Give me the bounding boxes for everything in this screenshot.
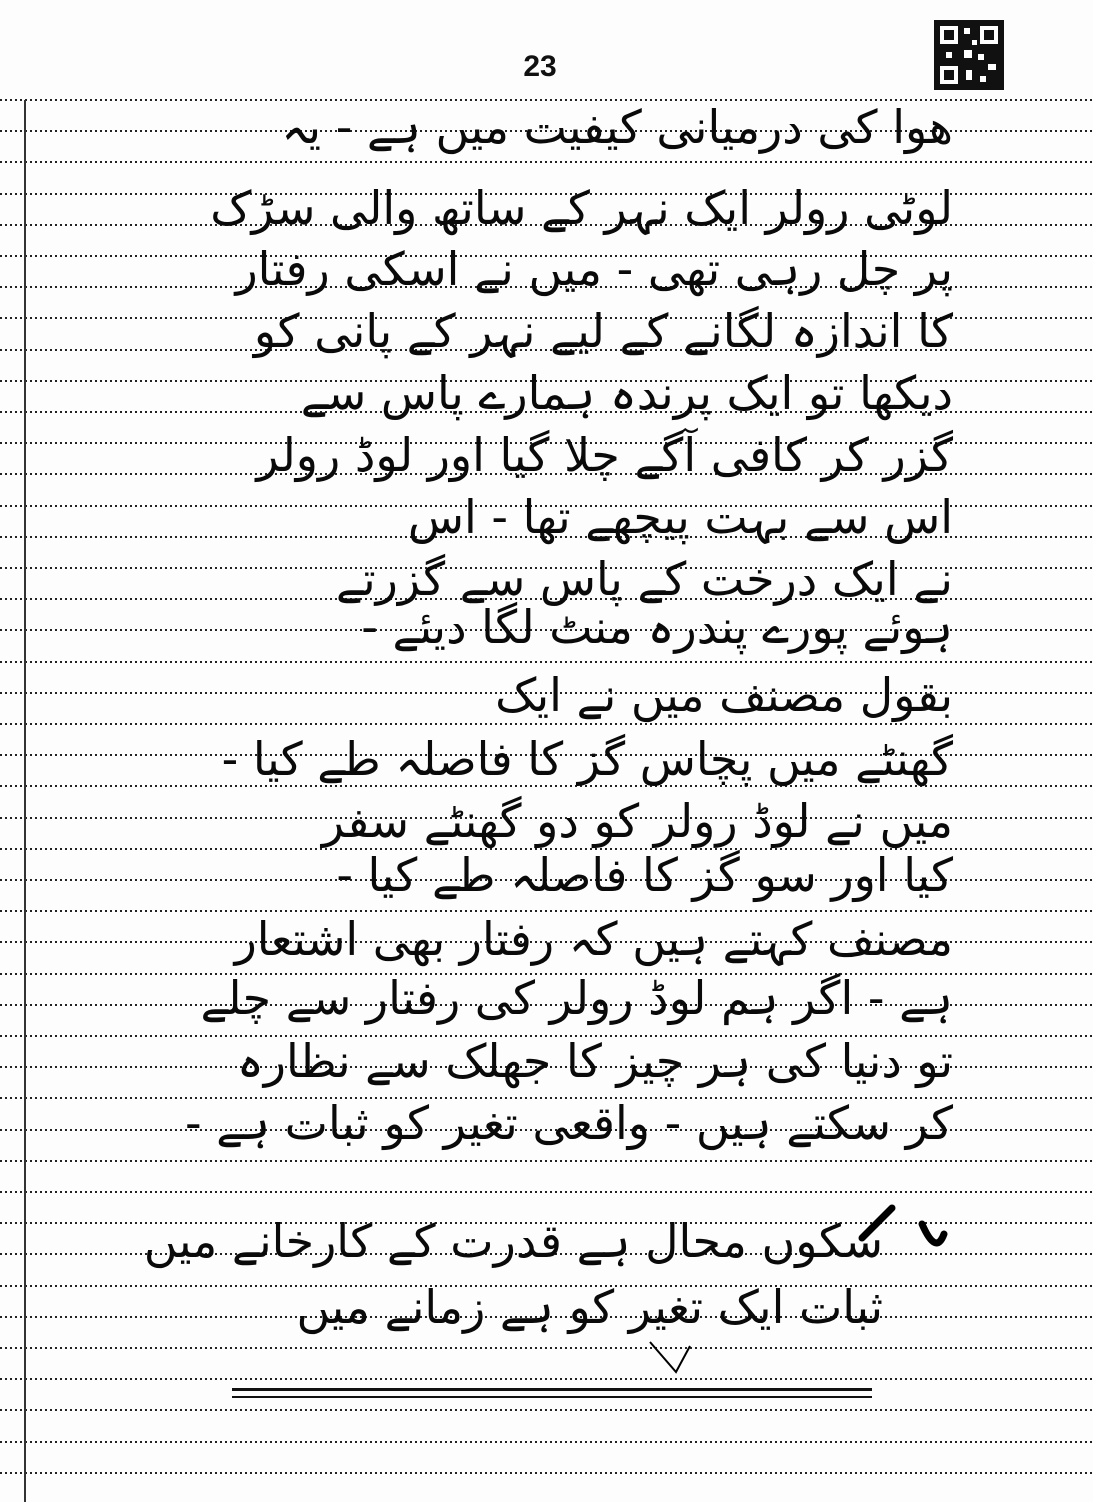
bullet-mark-hook (922, 1224, 944, 1243)
text-line: کیا اور سو گز کا فاصلہ طے کیا - (336, 848, 953, 902)
text-line: گھنٹے میں پچاس گز کا فاصلہ طے کیا - (221, 732, 953, 786)
text-line: کر سکتے ہیں - واقعی تغیر کو ثبات ہے - (184, 1096, 953, 1150)
text-line: ہے - اگر ہم لوڈ رولر کی رفتار سے چلے (200, 971, 953, 1025)
text-line: گزر کر کافی آگے چلا گیا اور لوڈ رولر (256, 428, 953, 482)
text-line: لوٹی رولر ایک نہر کے ساتھ والی سڑک (210, 181, 953, 235)
text-line: کا اندازہ لگانے کے لیے نہر کے پانی کو (253, 304, 953, 358)
page-number: 23 (523, 50, 557, 83)
text-line: دیکھا تو ایک پرندہ ہمارے پاس سے (300, 366, 953, 420)
text-line: نے ایک درخت کے پاس سے گزرتے (335, 552, 953, 606)
text-line: ہوئے پورے پندرہ منٹ لگا دیئے - (361, 600, 953, 654)
text-line: میں نے لوڈ رولر کو دو گھنٹے سفر (321, 794, 953, 848)
verse-line: سکوں محال ہے قدرت کے کارخانے میں (143, 1214, 883, 1268)
text-line: ھوا کی درمیانی کیفیت میں ہے - یہ (281, 100, 953, 154)
text-line: تو دنیا کی ہر چیز کا جھلک سے نظارہ (236, 1034, 953, 1088)
text-line: پر چل رہی تھی - میں نے اسکی رفتار (235, 242, 953, 296)
text-line: بقول مصنف میں نے ایک (495, 668, 953, 722)
text-line: مصنف کہتے ہیں کہ رفتار بھی اشتعار (234, 912, 953, 966)
verse-line: ثبات ایک تغیر کو ہے زمانے میں (296, 1280, 883, 1334)
closing-underline-second (232, 1396, 872, 1398)
tick-mark (650, 1342, 690, 1372)
closing-underline (232, 1388, 872, 1391)
text-line: اس سے بہت پیچھے تھا - اس (407, 490, 953, 544)
